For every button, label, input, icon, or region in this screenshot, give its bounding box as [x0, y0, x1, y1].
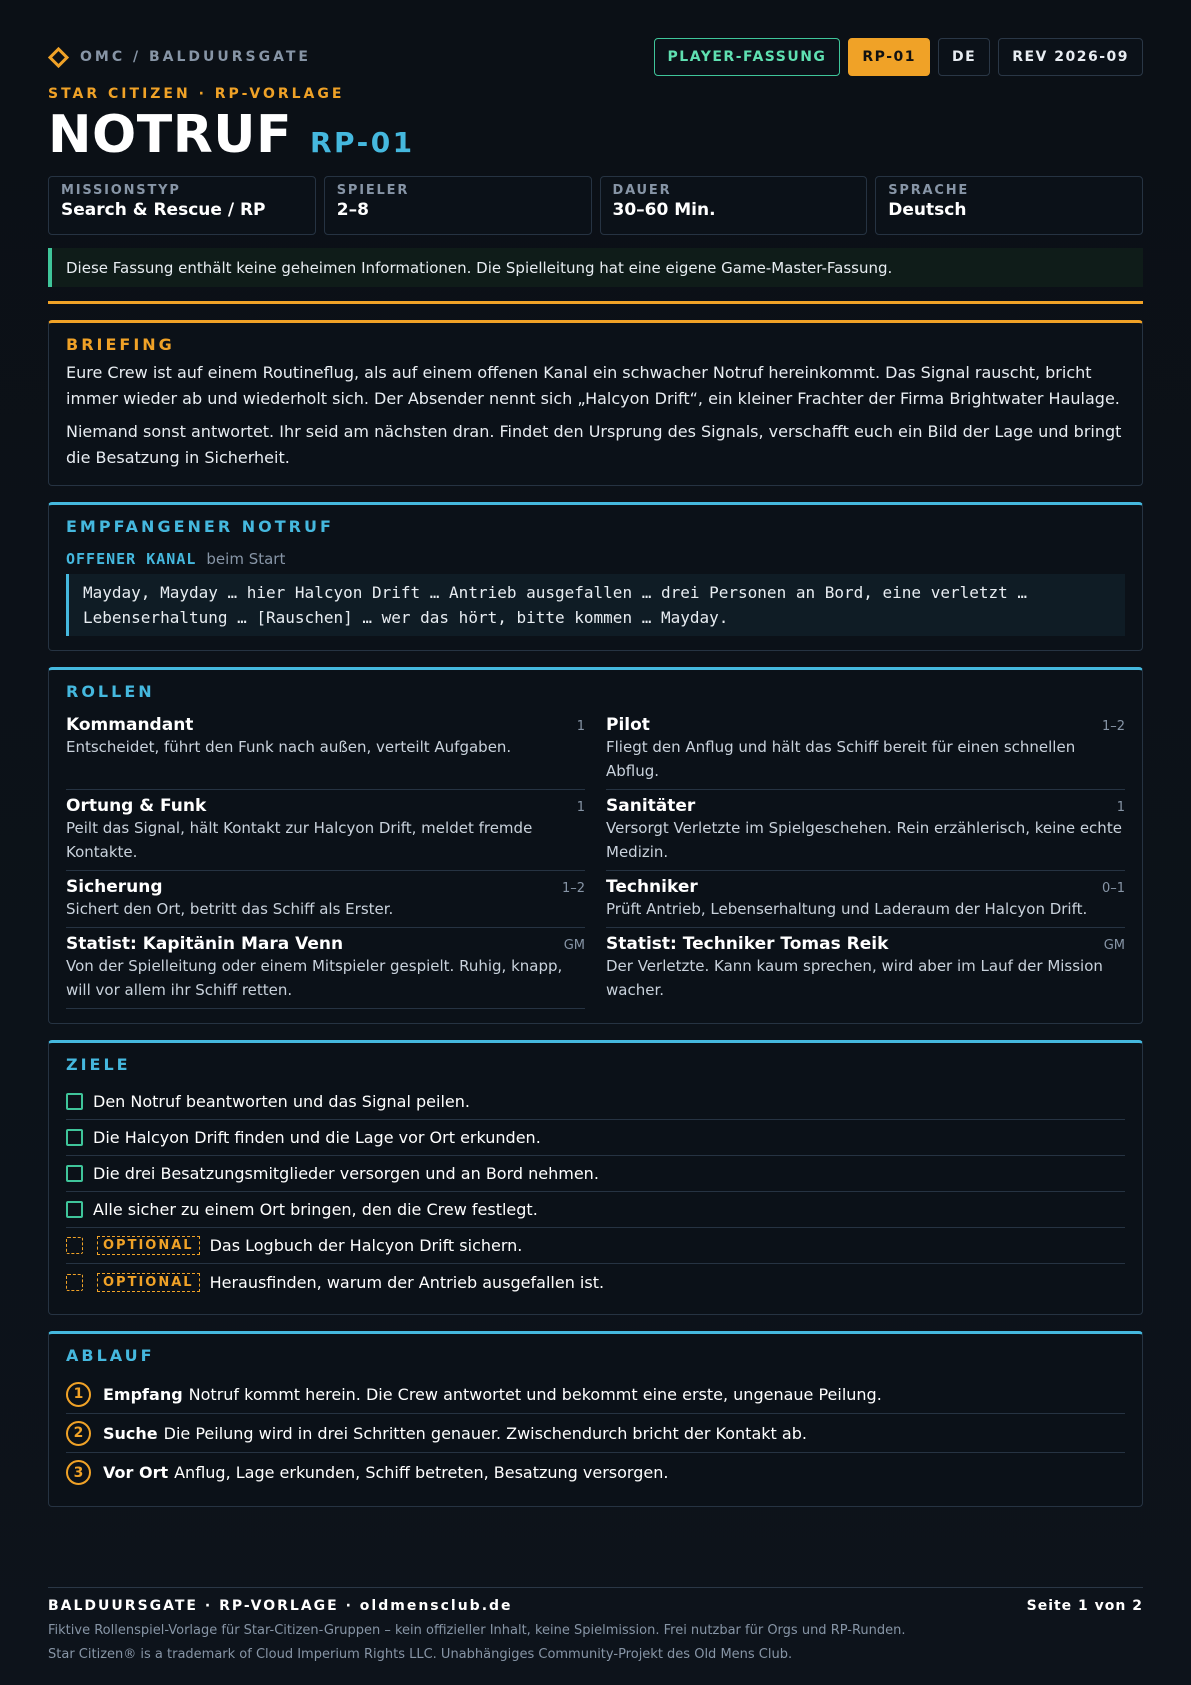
role-count: 1–2 — [561, 881, 585, 896]
footer-site: BALDUURSGATE · RP-VORLAGE · oldmensclub.de — [48, 1598, 513, 1614]
role-name: Sanitäter — [606, 796, 696, 816]
roles-grid — [66, 709, 1125, 1009]
goal-item-optional — [66, 1264, 1125, 1300]
step-number: 1 — [66, 1382, 91, 1407]
step-list — [66, 1375, 1125, 1492]
tag-revision: REV 2026-09 — [998, 38, 1143, 76]
section-title: ABLAUF — [66, 1346, 155, 1365]
section-title: BRIEFING — [66, 335, 175, 354]
step-number: 2 — [66, 1421, 91, 1446]
diamond-logo-icon — [48, 46, 69, 67]
brand — [48, 49, 311, 65]
role-description: Versorgt Verletzte im Spielgeschehen. Rein erzählerisch, keine echte Medizin. — [606, 819, 1122, 861]
step-label: Vor Ort — [103, 1463, 169, 1482]
document-page — [48, 38, 1143, 1507]
fact-value: 30–60 Min. — [612, 200, 716, 220]
tag-language: DE — [938, 38, 990, 76]
goal-item — [66, 1192, 1125, 1228]
role-item — [606, 928, 1125, 1009]
goal-list — [66, 1084, 1125, 1300]
briefing-paragraph: Niemand sonst antwortet. Ihr seid am nächsten dran. Findet den Ursprung des Signals, verschafft euch ein Bild der Lage und bringt die Besatzung in Sicherheit. — [66, 422, 1122, 467]
step-label: Empfang — [103, 1384, 183, 1404]
role-item — [606, 709, 1125, 790]
role-description: Sichert den Ort, betritt das Schiff als Erster. — [66, 900, 394, 918]
role-item — [66, 790, 585, 871]
footer-trademark: Star Citizen® is a trademark of Cloud Imperium Rights LLC. Unabhängiges Community-Projekt des Old Mens Club. — [48, 1647, 793, 1662]
distress-section — [48, 502, 1143, 651]
step-text: Notruf kommt herein. Die Crew antwortet und bekommt eine erste, ungenaue Peilung. — [188, 1384, 882, 1404]
fact-value: Deutsch — [888, 200, 967, 220]
title-code: RP-01 — [309, 126, 415, 159]
role-description: Peilt das Signal, hält Kontakt zur Halcyon Drift, meldet fremde Kontakte. — [66, 819, 533, 861]
footer-disclaimer: Fiktive Rollenspiel-Vorlage für Star-Citizen-Gruppen – kein offizieller Inhalt, keine Spielmission. Frei nutzbar für Orgs und RP-Runden. — [48, 1623, 906, 1638]
goal-text: Alle sicher zu einem Ort bringen, den die Crew festlegt. — [93, 1200, 538, 1219]
role-count: GM — [1103, 938, 1125, 953]
fact-mission-type — [48, 176, 316, 235]
goal-checkbox[interactable] — [66, 1201, 83, 1218]
fact-label: SPIELER — [336, 183, 410, 198]
distress-transcript: Mayday, Mayday … hier Halcyon Drift … Antrieb ausgefallen … drei Personen an Bord, eine verletzt … Lebenserhaltung … [Rauschen] … wer das hört, bitte kommen … Mayday. — [66, 574, 1125, 636]
step-number: 3 — [66, 1460, 91, 1485]
page-number: Seite 1 von 2 — [1026, 1598, 1143, 1614]
goal-item-optional — [66, 1228, 1125, 1264]
role-name: Pilot — [606, 715, 650, 735]
role-name: Sicherung — [66, 877, 163, 897]
roles-section — [48, 667, 1143, 1024]
role-count: 1–2 — [1101, 719, 1125, 734]
flow-section — [48, 1331, 1143, 1507]
goal-checkbox[interactable] — [66, 1237, 83, 1254]
briefing-section — [48, 320, 1143, 486]
role-item — [66, 928, 585, 1009]
step-label: Suche — [103, 1423, 158, 1443]
role-item — [66, 871, 585, 928]
fact-duration — [600, 176, 868, 235]
role-item — [606, 871, 1125, 928]
goal-checkbox[interactable] — [66, 1093, 83, 1110]
page-footer — [48, 1587, 1143, 1662]
goal-checkbox[interactable] — [66, 1129, 83, 1146]
optional-badge: OPTIONAL — [97, 1236, 200, 1255]
goal-text: Den Notruf beantworten und das Signal peilen. — [93, 1092, 470, 1111]
step-text: Die Peilung wird in drei Schritten genauer. Zwischendurch bricht der Kontakt ab. — [163, 1423, 807, 1443]
fact-label: DAUER — [612, 183, 672, 198]
fact-label: MISSIONSTYP — [61, 183, 181, 198]
goal-text: Die drei Besatzungsmitglieder versorgen und an Bord nehmen. — [93, 1164, 599, 1183]
role-item — [606, 790, 1125, 871]
goal-checkbox[interactable] — [66, 1165, 83, 1182]
step-item — [66, 1453, 1125, 1492]
goal-text: Das Logbuch der Halcyon Drift sichern. — [209, 1236, 523, 1255]
role-name: Statist: Kapitänin Mara Venn — [66, 934, 344, 954]
fact-value: Search & Rescue / RP — [61, 200, 266, 220]
goal-item — [66, 1084, 1125, 1120]
goal-item — [66, 1120, 1125, 1156]
channel-row — [66, 550, 1125, 568]
role-name: Techniker — [606, 877, 698, 897]
role-description: Der Verletzte. Kann kaum sprechen, wird aber im Lauf der Mission wacher. — [606, 957, 1103, 999]
tag-player-version: PLAYER-FASSUNG — [654, 38, 841, 76]
title-row — [48, 104, 1143, 166]
role-name: Statist: Techniker Tomas Reik — [606, 934, 889, 954]
role-count: 1 — [1116, 800, 1125, 815]
page-title: NOTRUF — [48, 105, 292, 165]
divider — [48, 301, 1143, 304]
kicker: STAR CITIZEN · RP-VORLAGE — [48, 86, 345, 102]
step-item — [66, 1414, 1125, 1453]
role-description: Von der Spielleitung oder einem Mitspieler gespielt. Ruhig, knapp, will vor allem ihr Schiff retten. — [66, 957, 563, 999]
tag-code: RP-01 — [848, 38, 930, 76]
fact-label: SPRACHE — [888, 183, 970, 198]
channel-label: OFFENER KANAL — [66, 550, 197, 568]
role-name: Kommandant — [66, 715, 194, 735]
role-description: Fliegt den Anflug und hält das Schiff bereit für einen schnellen Abflug. — [606, 738, 1076, 780]
step-item — [66, 1375, 1125, 1414]
role-name: Ortung & Funk — [66, 796, 207, 816]
notice-banner: Diese Fassung enthält keine geheimen Informationen. Die Spielleitung hat eine eigene Game-Master-Fassung. — [48, 248, 1143, 287]
tag-list — [654, 38, 1143, 76]
role-description: Prüft Antrieb, Lebenserhaltung und Laderaum der Halcyon Drift. — [606, 900, 1088, 918]
channel-time: beim Start — [206, 550, 286, 568]
fact-value: 2–8 — [336, 200, 369, 220]
role-count: 1 — [576, 800, 585, 815]
goal-checkbox[interactable] — [66, 1274, 83, 1291]
section-title: ZIELE — [66, 1055, 131, 1074]
role-count: GM — [563, 938, 585, 953]
optional-badge: OPTIONAL — [97, 1273, 200, 1292]
fact-players — [324, 176, 592, 235]
fact-cards — [48, 176, 1143, 235]
header-bar — [48, 38, 1143, 76]
role-description: Entscheidet, führt den Funk nach außen, verteilt Aufgaben. — [66, 738, 512, 756]
goal-text: Die Halcyon Drift finden und die Lage vor Ort erkunden. — [93, 1128, 541, 1147]
section-title: ROLLEN — [66, 682, 155, 701]
role-item — [66, 709, 585, 790]
goal-text: Herausfinden, warum der Antrieb ausgefallen ist. — [209, 1272, 605, 1292]
fact-language — [875, 176, 1143, 235]
goals-section — [48, 1040, 1143, 1315]
role-count: 1 — [576, 719, 585, 734]
role-count: 0–1 — [1101, 881, 1125, 896]
briefing-paragraph: Eure Crew ist auf einem Routineflug, als auf einem offenen Kanal ein schwacher Notruf hereinkommt. Das Signal rauscht, bricht immer wieder ab und wiederholt sich. Der Absender nennt sich „Halcyon Drift“, ein kleiner Frachter der Firma Brightwater Haulage. — [66, 363, 1120, 408]
section-title: EMPFANGENER NOTRUF — [66, 517, 334, 536]
brand-text: OMC / BALDUURSGATE — [80, 49, 311, 65]
goal-item — [66, 1156, 1125, 1192]
step-text: Anflug, Lage erkunden, Schiff betreten, Besatzung versorgen. — [174, 1463, 669, 1482]
